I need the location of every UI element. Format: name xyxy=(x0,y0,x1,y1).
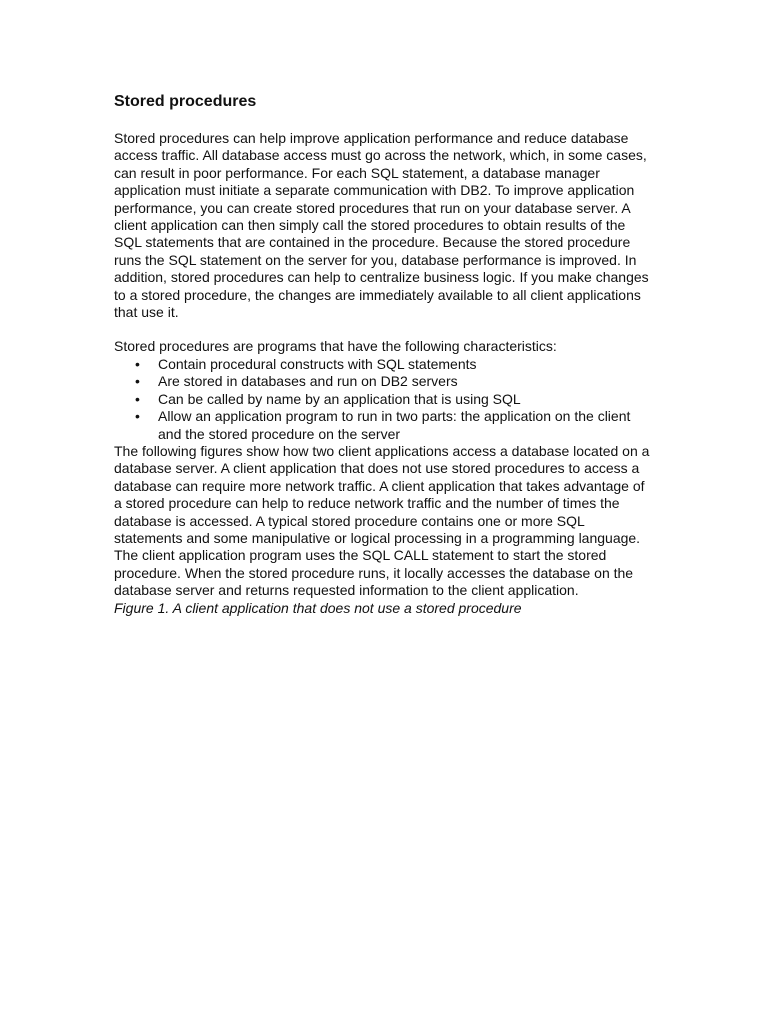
list-item xyxy=(114,373,654,390)
bullet-icon: • xyxy=(135,373,140,390)
page-title: Stored procedures xyxy=(114,93,257,110)
list-item-text: Can be called by name by an application that is using SQL xyxy=(158,390,521,407)
list-item-text: Allow an application program to run in two parts: the application on the client and the stored procedure on the server xyxy=(158,408,631,442)
bullet-icon: • xyxy=(135,408,140,425)
list-item-text: Contain procedural constructs with SQL statements xyxy=(158,355,477,372)
intro-paragraph: Stored procedures can help improve application performance and reduce database access traffic. All database access must go across the network, which, in some cases, can result in poor performance. For each SQL statement, a database manager application must initiate a separate communication with DB2. To improve application performance, you can create stored procedures that run on your database server. A client application can then simply call the stored procedures to obtain results of the SQL statements that are contained in the procedure. Because the stored procedure runs the SQL statement on the server for you, database performance is improved. In addition, stored procedures can help to centralize business logic. If you make changes to a stored procedure, the changes are immediately available to all client applications that use it. xyxy=(114,130,649,321)
bullet-icon: • xyxy=(135,390,140,407)
document-page xyxy=(114,92,654,617)
list-item-text: Are stored in databases and run on DB2 servers xyxy=(158,373,458,390)
list-item xyxy=(114,356,654,373)
figures-paragraph: The following figures show how two client applications access a database located on a database server. A client application that does not use stored procedures to access a database can require more network traffic. A client application that takes advantage of a stored procedure can help to reduce network traffic and the number of times the database is accessed. A typical stored procedure contains one or more SQL statements and some manipulative or logical processing in a programming language. The client application program uses the SQL CALL statement to start the stored procedure. When the stored procedure runs, it locally accesses the database on the database server and returns requested information to the client application. xyxy=(114,442,650,599)
bullet-icon: • xyxy=(135,355,140,372)
characteristics-list xyxy=(114,356,654,443)
list-item xyxy=(114,408,654,443)
characteristics-intro: Stored procedures are programs that have the following characteristics: xyxy=(114,338,557,355)
list-item xyxy=(114,391,654,408)
figure-caption: Figure 1. A client application that does not use a stored procedure xyxy=(114,599,522,616)
